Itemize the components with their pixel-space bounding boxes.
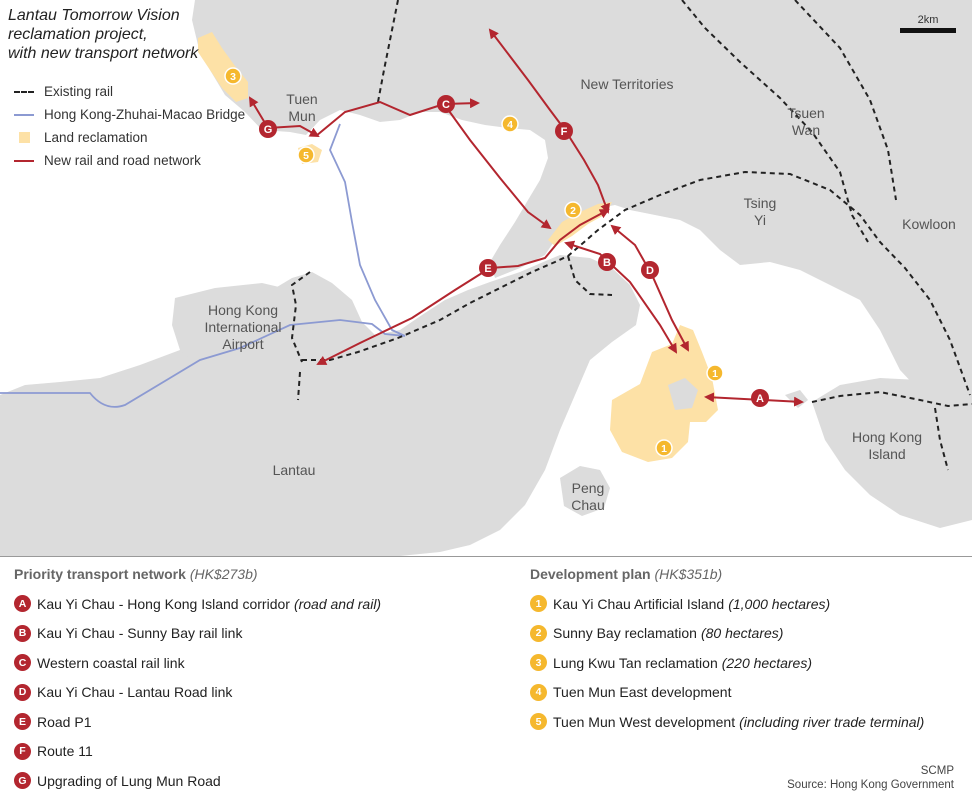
- transport-label-b: Kau Yi Chau - Sunny Bay rail link: [37, 625, 243, 642]
- marker-f-label: F: [560, 126, 568, 138]
- development-label-1: Kau Yi Chau Artificial Island: [553, 595, 725, 612]
- development-label-5: Tuen Mun West development: [553, 713, 736, 730]
- legend-bridge-label: Hong Kong-Zhuhai-Macao Bridge: [44, 107, 246, 122]
- transport-item-a: [14, 589, 381, 619]
- marker-4: [502, 116, 518, 132]
- transport-item-g: [14, 766, 381, 795]
- transport-label-c: Western coastal rail link: [37, 654, 185, 671]
- development-note-1: (1,000 hectares): [728, 595, 831, 612]
- place-tuen-mun: Tuen Mun: [286, 91, 318, 124]
- marker-c: [437, 95, 455, 113]
- marker-5-label: 5: [303, 150, 309, 162]
- development-badge-3: 3: [530, 654, 547, 671]
- source-line: Source: Hong Kong Government: [787, 779, 954, 791]
- marker-1-south: [656, 440, 672, 456]
- legend-bridge: [14, 103, 245, 126]
- marker-a: [751, 389, 769, 407]
- transport-heading: [14, 566, 381, 586]
- development-item-4: [530, 678, 924, 708]
- new-network-swatch: [14, 160, 34, 162]
- marker-d: [641, 261, 659, 279]
- bridge-line-swatch: [14, 114, 34, 116]
- development-badge-4: 4: [530, 684, 547, 701]
- development-note-2: (80 hectares): [700, 625, 784, 642]
- place-new-territories: New Territories: [580, 76, 674, 92]
- place-tsuen-wan: Tsuen Wan: [787, 105, 825, 138]
- marker-2: [565, 202, 581, 218]
- reclamation-swatch: [19, 132, 30, 143]
- transport-badge-b: B: [14, 625, 31, 642]
- marker-2-label: 2: [570, 205, 576, 217]
- transport-heading-text: Priority transport network: [14, 566, 186, 582]
- marker-e-label: E: [484, 263, 492, 275]
- place-kowloon: Kowloon: [902, 216, 956, 232]
- transport-note-a: (road and rail): [293, 595, 382, 612]
- transport-heading-cost: (HK$273b): [189, 566, 258, 582]
- transport-label-e: Road P1: [37, 713, 92, 730]
- marker-b-label: B: [603, 257, 611, 269]
- transport-badge-g: G: [14, 772, 31, 789]
- development-badge-5: 5: [530, 713, 547, 730]
- marker-d-label: D: [646, 265, 654, 277]
- legend-new-network-label: New rail and road network: [44, 153, 201, 168]
- marker-1-east: [707, 365, 723, 381]
- transport-badge-f: F: [14, 743, 31, 760]
- development-list: [530, 589, 924, 737]
- source-org: SCMP: [920, 765, 954, 777]
- place-hong-kong-island: Hong Kong Island: [851, 429, 923, 462]
- marker-e: [479, 259, 497, 277]
- marker-1-south-label: 1: [661, 443, 667, 455]
- transport-label-g: Upgrading of Lung Mun Road: [37, 772, 221, 789]
- development-badge-1: 1: [530, 595, 547, 612]
- scale-bar-line: [900, 28, 956, 33]
- scale-bar: [900, 14, 956, 33]
- transport-item-e: [14, 707, 381, 737]
- marker-f: [555, 122, 573, 140]
- transport-badge-d: D: [14, 684, 31, 701]
- development-note-5: (including river trade terminal): [739, 713, 925, 730]
- map-title: Lantau Tomorrow Vision reclamation project, with new transport network: [8, 7, 199, 62]
- development-item-2: [530, 619, 924, 649]
- marker-1-east-label: 1: [712, 368, 718, 380]
- development-heading-cost: (HK$351b): [654, 566, 723, 582]
- marker-a-label: A: [756, 393, 764, 405]
- legend: [14, 80, 245, 172]
- marker-g: [259, 120, 277, 138]
- place-tsing-yi: Tsing Yi: [743, 195, 777, 228]
- transport-item-b: [14, 619, 381, 649]
- development-label-3: Lung Kwu Tan reclamation: [553, 654, 718, 671]
- place-peng-chau: Peng Chau: [571, 480, 605, 513]
- development-item-5: [530, 707, 924, 737]
- place-lantau: Lantau: [272, 462, 316, 478]
- development-label-2: Sunny Bay reclamation: [553, 625, 697, 642]
- transport-item-c: [14, 648, 381, 678]
- development-heading: [530, 566, 924, 586]
- development-heading-text: Development plan: [530, 566, 651, 582]
- legend-reclamation-label: Land reclamation: [44, 130, 148, 145]
- legend-existing-rail: [14, 80, 245, 103]
- development-panel: [530, 566, 924, 737]
- transport-label-d: Kau Yi Chau - Lantau Road link: [37, 684, 233, 701]
- development-label-4: Tuen Mun East development: [553, 684, 732, 701]
- transport-badge-e: E: [14, 713, 31, 730]
- legend-existing-rail-label: Existing rail: [44, 84, 114, 99]
- scale-bar-label: 2km: [917, 14, 939, 26]
- legend-reclamation: [14, 126, 245, 149]
- transport-item-d: [14, 678, 381, 708]
- transport-badge-c: C: [14, 654, 31, 671]
- marker-c-label: C: [442, 99, 450, 111]
- marker-g-label: G: [263, 124, 273, 136]
- marker-3-label: 3: [230, 71, 236, 83]
- legend-new-network: [14, 149, 245, 172]
- development-note-3: (220 hectares): [721, 654, 813, 671]
- marker-b: [598, 253, 616, 271]
- land-lantau: [0, 255, 640, 556]
- land-lamma-islet: [785, 390, 808, 408]
- transport-badge-a: A: [14, 595, 31, 612]
- transport-panel: [14, 566, 381, 795]
- marker-5: [298, 147, 314, 163]
- transport-label-a: Kau Yi Chau - Hong Kong Island corridor: [37, 595, 290, 612]
- transport-item-f: [14, 737, 381, 767]
- section-divider: [0, 556, 972, 557]
- marker-4-label: 4: [507, 119, 513, 131]
- transport-label-f: Route 11: [37, 743, 93, 760]
- place-airport: Hong Kong International Airport: [204, 302, 282, 352]
- rail-line-swatch: [14, 91, 34, 93]
- development-item-1: [530, 589, 924, 619]
- source-credit: [787, 764, 954, 792]
- development-item-3: [530, 648, 924, 678]
- transport-list: [14, 589, 381, 795]
- development-badge-2: 2: [530, 625, 547, 642]
